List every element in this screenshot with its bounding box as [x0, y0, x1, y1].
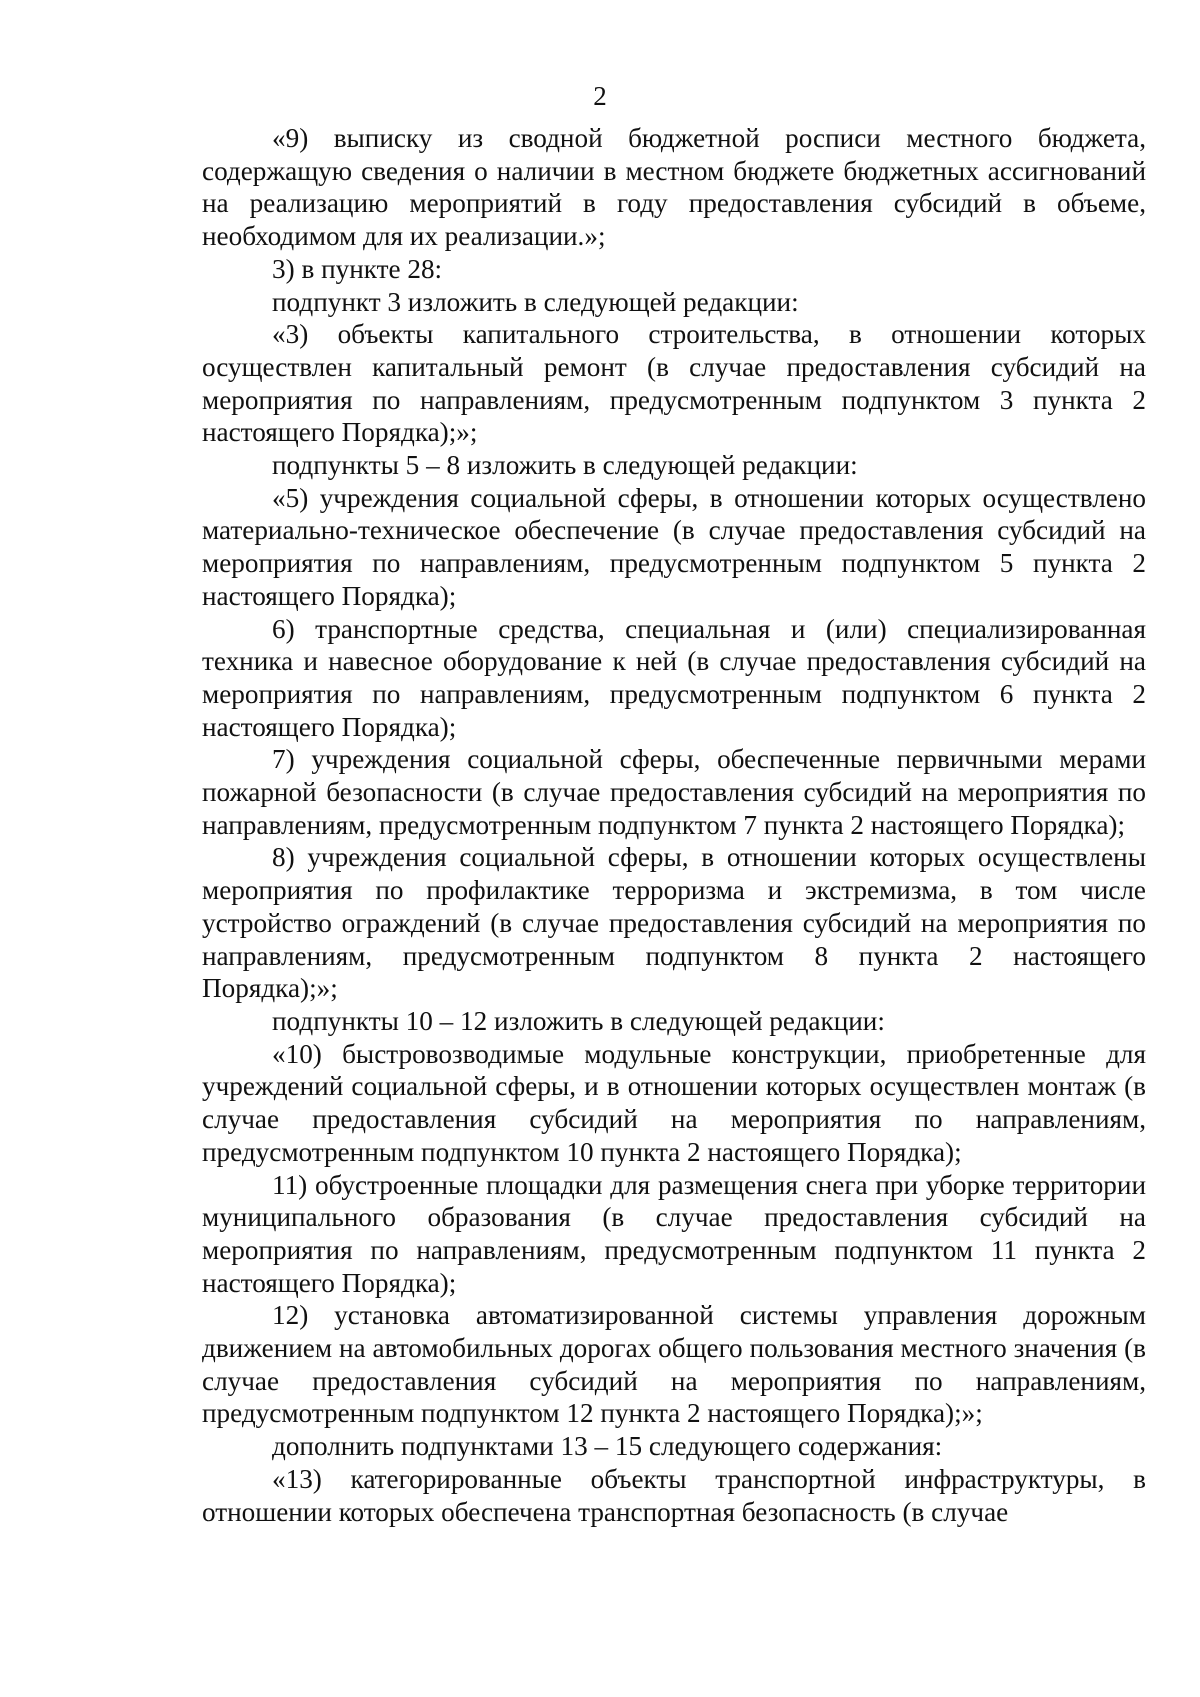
paragraph-item-9: «9) выписку из сводной бюджетной росписи местного бюджета, содержащую сведения о наличии в местном бюджете бюджетных ассигнований на реализацию мероприятий в году предоставления субсидий в объеме, необходимом для их реализации.»;	[202, 123, 1146, 252]
page-number: 2	[593, 81, 607, 111]
paragraph-point-28: 3) в пункте 28:	[272, 253, 443, 284]
paragraph-subpoints-5-8-intro: подпункты 5 – 8 изложить в следующей редакции:	[272, 450, 858, 481]
paragraph-subpoint-12: 12) установка автоматизированной системы управления дорожным движением на автомобильных дорогах общего пользования местного значения (в случае предоставления субсидий на мероприятия по направлениям, предусмотренным подпунктом 12 пункта 2 настоящего Порядка);»;	[202, 1300, 1146, 1429]
paragraph-subpoint-5: «5) учреждения социальной сферы, в отношении которых осуществлено материально-техническое обеспечение (в случае предоставления субсидий на мероприятия по направлениям, предусмотренным подпунктом 5 пункта 2 настоящего Порядка);	[202, 482, 1146, 611]
paragraph-subpoint-7: 7) учреждения социальной сферы, обеспеченные первичными мерами пожарной безопасности (в случае предоставления субсидий на мероприятия по направлениям, предусмотренным подпунктом 7 пункта 2 настоящего Порядка);	[202, 744, 1146, 840]
paragraph-subpoint-3: «3) объекты капитального строительства, в отношении которых осуществлен капитальный ремонт (в случае предоставления субсидий на мероприятия по направлениям, предусмотренным подпунктом 3 пункта 2 настоящего Порядка);»;	[202, 319, 1146, 448]
paragraph-subpoint-6: 6) транспортные средства, специальная и (или) специализированная техника и навесное оборудование к ней (в случае предоставления субсидий на мероприятия по направлениям, предусмотренным подпунктом 6 пункта 2 настоящего Порядка);	[202, 613, 1146, 742]
paragraph-subpoint-3-intro: подпункт 3 изложить в следующей редакции:	[272, 286, 799, 317]
paragraph-subpoint-13: «13) категорированные объекты транспортной инфраструктуры, в отношении которых обеспечена транспортная безопасность (в случае	[202, 1463, 1146, 1527]
paragraph-subpoint-11: 11) обустроенные площадки для размещения снега при уборке территории муниципального образования (в случае предоставления субсидий на мероприятия по направлениям, предусмотренным подпунктом 11 пункта 2 настоящего Порядка);	[202, 1169, 1146, 1298]
paragraph-subpoints-13-15-intro: дополнить подпунктами 13 – 15 следующего содержания:	[272, 1431, 943, 1462]
paragraph-subpoints-10-12-intro: подпункты 10 – 12 изложить в следующей редакции:	[272, 1005, 885, 1036]
document-body	[202, 122, 1146, 1528]
paragraph-subpoint-8: 8) учреждения социальной сферы, в отношении которых осуществлены мероприятия по профилактике терроризма и экстремизма, в том числе устройство ограждений (в случае предоставления субсидий на мероприятия по направлениям, предусмотренным подпунктом 8 пункта 2 настоящего Порядка);»;	[202, 842, 1146, 1004]
paragraph-subpoint-10: «10) быстровозводимые модульные конструкции, приобретенные для учреждений социальной сферы, и в отношении которых осуществлен монтаж (в случае предоставления субсидий на мероприятия по направлениям, предусмотренным подпунктом 10 пункта 2 настоящего Порядка);	[202, 1038, 1146, 1167]
